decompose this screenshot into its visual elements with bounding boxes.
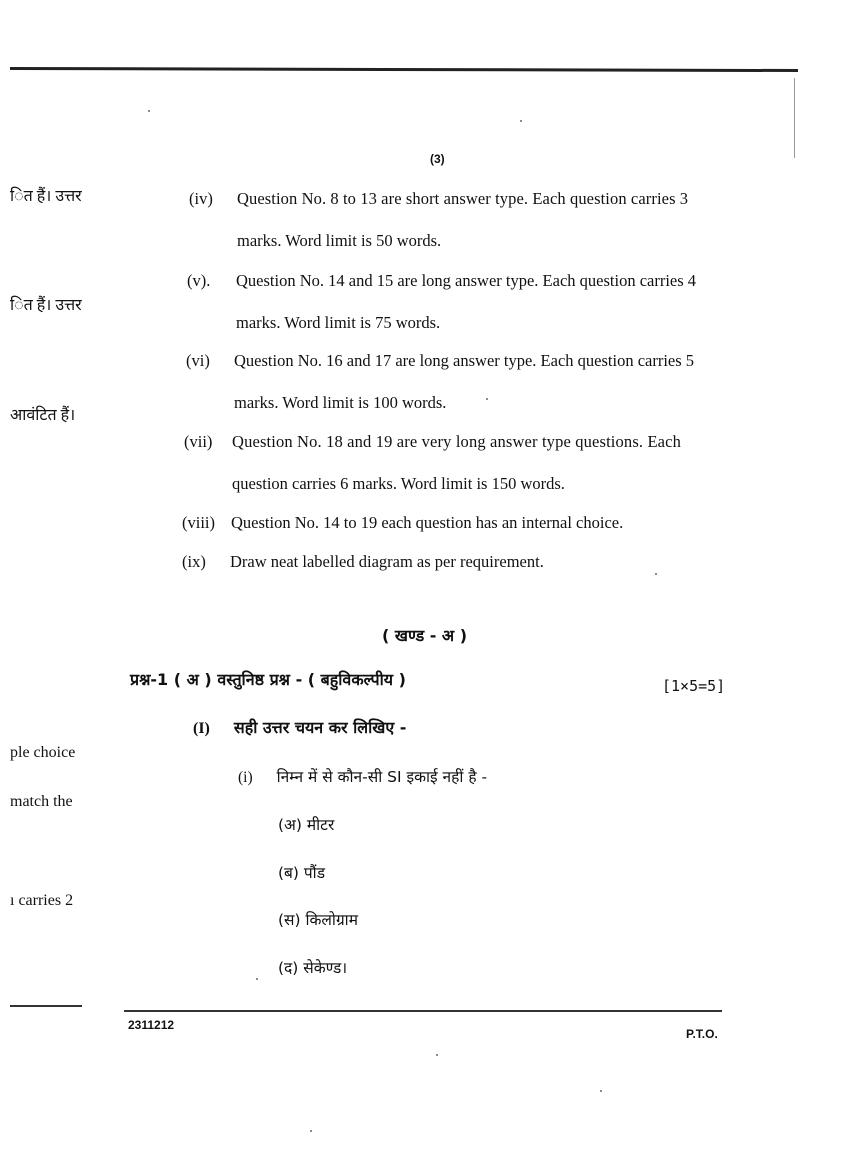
scan-speck <box>436 1054 438 1056</box>
question-item <box>238 765 487 787</box>
sub-question-number: (I) <box>193 720 210 737</box>
scan-speck <box>655 573 657 575</box>
question-text: निम्न में से कौन-सी SI इकाई नहीं है - <box>276 768 488 786</box>
question-number: (i) <box>238 769 253 786</box>
instruction-text: Question No. 14 and 15 are long answer type. Each question carries 4 <box>236 271 697 290</box>
answer-option: (द) सेकेण्ड। <box>278 959 348 977</box>
scan-speck <box>520 120 522 122</box>
answer-option: (स) किलोग्राम <box>278 911 358 929</box>
pto-label: P.T.O. <box>686 1027 718 1041</box>
margin-fragment: आवंटित हैं। <box>10 407 76 424</box>
paper-code: 2311212 <box>128 1018 175 1032</box>
instruction-text-continued: question carries 6 marks. Word limit is 150 words. <box>232 474 565 493</box>
section-title: ( खण्ड - अ ) <box>382 626 468 645</box>
scan-speck <box>600 1090 602 1092</box>
footer-rule <box>124 1010 722 1012</box>
sub-question-heading <box>193 716 406 738</box>
margin-fragment: ित हैं। उत्तर <box>10 297 82 314</box>
answer-option: (ब) पौंड <box>278 864 325 882</box>
footer-rule-fragment <box>10 1005 82 1007</box>
page-edge-line <box>794 78 795 158</box>
instruction-text: Question No. 16 and 17 are long answer type. Each question carries 5 <box>234 351 695 370</box>
instruction-number: (viii) <box>182 513 215 532</box>
scan-speck <box>256 978 258 980</box>
instruction-number: (iv) <box>189 189 213 208</box>
margin-fragment: ित हैं। उत्तर <box>10 188 82 205</box>
scan-speck <box>486 398 488 400</box>
instruction-number: (ix) <box>182 552 206 571</box>
instruction-text: Question No. 18 and 19 are very long answer type questions. Each <box>232 432 682 451</box>
instruction-text-continued: marks. Word limit is 100 words. <box>234 393 447 412</box>
instruction-text: Question No. 14 to 19 each question has an internal choice. <box>231 513 624 532</box>
margin-fragment: match the <box>10 793 73 810</box>
marks-allocation: [1×5=5] <box>662 677 726 695</box>
scan-speck <box>310 1130 312 1132</box>
sub-question-text: सही उत्तर चयन कर लिखिए - <box>233 718 407 737</box>
instruction-text: Question No. 8 to 13 are short answer type. Each question carries 3 <box>237 189 689 208</box>
instruction-text: Draw neat labelled diagram as per requirement. <box>230 552 544 571</box>
instruction-number: (v). <box>187 271 211 290</box>
instruction-number: (vi) <box>186 351 210 370</box>
top-rule <box>10 67 798 72</box>
margin-fragment: ı carries 2 <box>10 892 74 909</box>
instruction-number: (vii) <box>184 432 213 451</box>
scan-speck <box>148 110 150 112</box>
margin-fragment: ple choice <box>10 744 76 761</box>
question-heading: प्रश्न-1 ( अ ) वस्तुनिष्ठ प्रश्न - ( बहुविकल्पीय ) <box>130 670 406 689</box>
instruction-text-continued: marks. Word limit is 75 words. <box>236 313 441 332</box>
page-number: (3) <box>430 152 445 166</box>
instruction-text-continued: marks. Word limit is 50 words. <box>237 231 442 250</box>
answer-option: (अ) मीटर <box>278 816 335 834</box>
